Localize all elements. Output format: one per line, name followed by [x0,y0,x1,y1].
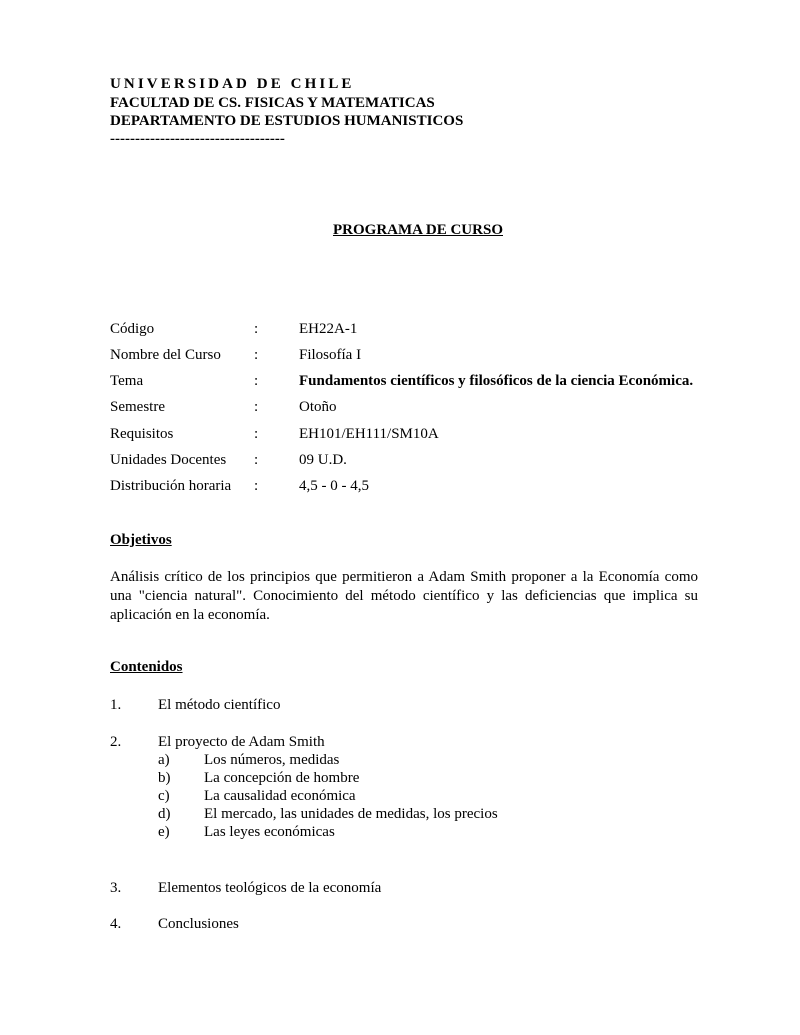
info-row-codigo [110,319,730,339]
department-name: DEPARTAMENTO DE ESTUDIOS HUMANISTICOS [110,113,464,129]
info-separator: : [254,426,259,442]
info-separator: : [254,399,259,415]
info-separator: : [254,321,259,337]
sub-item-text: La concepción de hombre [204,770,360,786]
info-row-requisitos [110,424,730,444]
sub-item-letter: b) [158,770,171,786]
info-label: Nombre del Curso [110,347,221,363]
objetivos-paragraph [110,568,698,625]
sub-item-letter: e) [158,824,170,840]
info-row-unidades [110,450,730,470]
list-item-text: El proyecto de Adam Smith [158,734,325,750]
list-item-text: Conclusiones [158,916,239,932]
info-value: Otoño [299,399,337,415]
info-value: Fundamentos científicos y filosóficos de la ciencia Económica. [299,373,694,389]
list-item-text: El método científico [158,697,281,713]
sub-item-text: La causalidad económica [204,788,356,804]
info-label: Tema [110,373,144,389]
info-row-semestre [110,397,730,417]
faculty-name: FACULTAD DE CS. FISICAS Y MATEMATICAS [110,95,435,111]
paragraph-line: Análisis crítico de los principios que permitieron a Adam Smith proponer a la Economía como [110,569,698,585]
info-separator: : [254,478,259,494]
info-label: Requisitos [110,426,174,442]
info-value: Filosofía I [299,347,362,363]
info-value: EH101/EH111/SM10A [299,426,439,442]
info-row-nombre [110,345,730,365]
info-separator: : [254,373,259,389]
sub-item-letter: c) [158,788,170,804]
list-item-number: 4. [110,916,122,932]
university-name: UNIVERSIDAD DE CHILE [110,76,355,92]
list-item-number: 2. [110,734,122,750]
info-separator: : [254,347,259,363]
info-row-distribucion [110,476,730,496]
list-item-text: Elementos teológicos de la economía [158,880,382,896]
objetivos-heading: Objetivos [110,532,172,548]
info-row-tema [110,371,730,391]
list-item-number: 3. [110,880,122,896]
sub-item-text: El mercado, las unidades de medidas, los precios [204,806,498,822]
sub-item-text: Los números, medidas [204,752,340,768]
page-title: PROGRAMA DE CURSO [332,222,503,238]
paragraph-line: una "ciencia natural". Conocimiento del método científico y las deficiencias que implica su [110,588,698,604]
info-label: Unidades Docentes [110,452,227,468]
info-value: 09 U.D. [299,452,347,468]
info-separator: : [254,452,259,468]
info-label: Código [110,321,155,337]
contenidos-heading: Contenidos [110,659,183,675]
header-dash-rule: ----------------------------------- [110,131,285,147]
sub-item-letter: d) [158,806,171,822]
info-label: Distribución horaria [110,478,232,494]
sub-item-text: Las leyes económicas [204,824,335,840]
paragraph-line: aplicación en la economía. [110,607,270,623]
list-item-number: 1. [110,697,122,713]
sub-item-letter: a) [158,752,170,768]
info-label: Semestre [110,399,165,415]
info-value: EH22A-1 [299,321,358,337]
info-value: 4,5 - 0 - 4,5 [299,478,369,494]
